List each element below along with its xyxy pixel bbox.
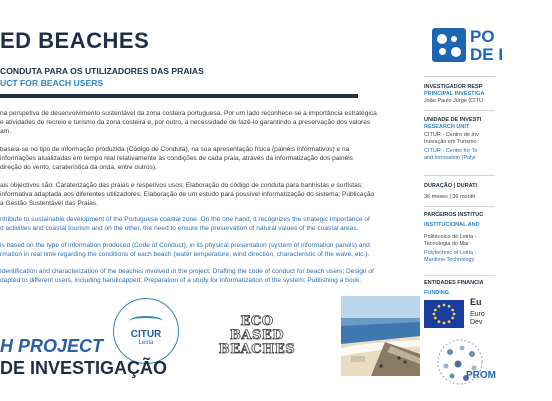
- partners-label: PARCEIROS INSTITUC: [424, 212, 484, 218]
- paragraph-line-pt: a Gestão Sustentável das Praias.: [0, 199, 98, 207]
- paragraph-line-pt: direção do vento, caraterística da onda, entre outros).: [0, 163, 157, 171]
- info-sidebar: [424, 0, 504, 400]
- beach-photo-image: [341, 296, 420, 376]
- paragraph-line-pt: am.: [0, 127, 11, 135]
- unit-text-line: CITUR - Center for To: [424, 148, 478, 154]
- eco-logo-line-2: BEACHES: [218, 342, 296, 357]
- unit-text-line: and Innovation (Polyt: [424, 155, 476, 161]
- duration-text: 36 meses | 36 month: [424, 194, 476, 200]
- institution-logo-text-2: DE I: [470, 45, 504, 64]
- unit-label-en: RESEARCH UNIT: [424, 124, 470, 130]
- subtitle-portuguese: CONDUTA PARA OS UTILIZADORES DAS PRAIAS: [0, 66, 204, 76]
- paragraph-line-pt: informativa adaptada aos diferentes utilizadores; Elaboração de um estudo para possível informatização do sistema; Publicação: [0, 190, 375, 198]
- paragraph-line-en: d activities and coastal tourism and on the other, the need to ensure the preservation of natural values of the coastal areas.: [0, 224, 359, 232]
- paragraph-line-pt: informações atualizadas em tempo real relativamente às condições de cada praia, através da informatização dos painéis: [0, 154, 353, 162]
- paragraph-line-en: ntribute to sustainable development of the Portuguese coastal zone. On the one hand, it recognizes the strategic importance of: [0, 216, 370, 223]
- eu-flag-icon: [424, 300, 464, 328]
- institution-logo-mark: [432, 28, 466, 62]
- partners-text-line: Politécnico de Leiria -: [424, 234, 477, 240]
- citur-logo-name: CITUR: [130, 329, 162, 340]
- paragraph-line-en: Identification and characterization of the beaches involved in the project; Drafting the code of conduct for beach users; Design of: [0, 268, 374, 275]
- promar-logo-text: PROM: [466, 370, 496, 381]
- promar-logo: [432, 336, 496, 396]
- research-project-label: H PROJECT: [0, 336, 104, 356]
- partners-text-line: Maritime Technology: [424, 257, 475, 263]
- citur-logo-sub: Leiria: [138, 340, 154, 346]
- investigator-label-en: PRINCIPAL INVESTIGA: [424, 91, 485, 97]
- funding-label: ENTIDADES FINANCIA: [424, 280, 484, 286]
- subtitle-english: UCT FOR BEACH USERS: [0, 78, 104, 88]
- unit-label: UNIDADE DE INVESTI: [424, 117, 482, 123]
- beach-photo: [341, 296, 420, 376]
- paragraph-line-en: dapted to different users, including handicapped; Preparation of a study for informatization of the system; Publishing a book.: [0, 276, 362, 284]
- unit-text-line: Inovação em Turismo: [424, 139, 477, 145]
- citur-logo: [113, 298, 179, 364]
- partners-text-line: Polytechnic of Leiria -: [424, 250, 477, 256]
- sidebar-rule: [424, 206, 495, 207]
- paragraph-line-pt: baseia-se no tipo de informação produzida (Código de Conduta), na sua apresentação física (painéis informativos) e na: [0, 146, 350, 153]
- duration-label: DURAÇÃO | DURATI: [424, 183, 478, 189]
- sidebar-rule: [424, 175, 495, 176]
- funding-label-en: FUNDING: [424, 290, 450, 296]
- title-underline: [0, 94, 358, 98]
- institution-logo: [432, 28, 552, 68]
- paragraph-line-pt: e atividades de recreio e turismo da zona costeira e, por outro, a necessidade de fazê-lo garantindo a preservação dos valores: [0, 118, 371, 126]
- investigator-name: João Paulo Jorge (CITU: [424, 98, 483, 104]
- paragraph-line-en: rmation in real time regarding the conditions of each beach (water temperature, wind direction, characteristic of the wave, etc.).: [0, 250, 370, 258]
- paragraph-line-pt: ais objectivos são: Caraterização das praias e respetivos usos; Elaboração do código de conduta para banhistas e surfistas;: [0, 182, 363, 189]
- paragraph-line-en: is based on the type of information produced (Code of Conduct), in its physical presentation (system of information panels) and: [0, 242, 370, 249]
- partners-text-line: Tecnologia do Mar: [424, 241, 469, 247]
- unit-text-line: CITUR - Centro de Inv: [424, 132, 479, 138]
- sidebar-divider: [424, 76, 495, 77]
- partners-label-en: INSTITUCIONAL AND: [424, 222, 480, 228]
- paragraph-line-pt: na perspetiva de desenvolvimento sustentável da zona costeira portuguesa. Por um lado reconhece-se a importância estratégica: [0, 110, 377, 117]
- promar-logo-mark: [432, 336, 492, 396]
- eu-text-line: Dev: [470, 319, 483, 326]
- eco-logo-line-1: ECO BASED: [229, 314, 285, 343]
- institution-logo-text-1: PO: [470, 27, 495, 46]
- projeto-investigacao-label: DE INVESTIGAÇÃO: [0, 358, 168, 378]
- eu-text-line: Euro: [470, 311, 485, 318]
- investigator-label: INVESTIGADOR RESP: [424, 84, 483, 90]
- eco-based-beaches-logo: [218, 296, 296, 376]
- citur-arc-icon: [129, 316, 163, 326]
- sidebar-rule: [424, 275, 495, 276]
- eu-text-line: Eu: [470, 297, 482, 307]
- project-title: ED BEACHES: [0, 28, 150, 53]
- sidebar-rule: [424, 110, 495, 111]
